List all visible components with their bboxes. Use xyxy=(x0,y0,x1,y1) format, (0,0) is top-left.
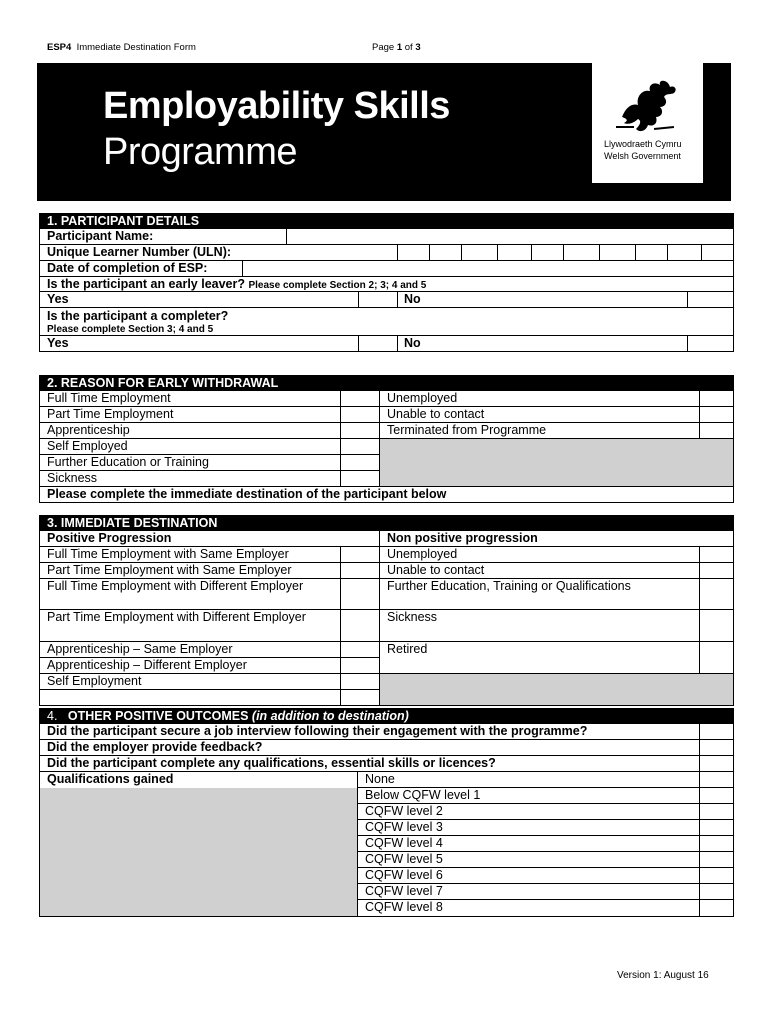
qual-level-3: CQFW level 3 xyxy=(365,820,443,834)
completer-no-box[interactable] xyxy=(687,336,734,351)
completer-question-row xyxy=(39,308,734,336)
participant-name-label: Participant Name: xyxy=(47,229,154,243)
completion-date-field[interactable] xyxy=(242,261,734,276)
section-early-withdrawal xyxy=(39,375,734,503)
section4-number: 4. xyxy=(47,709,58,723)
completer-answer-row xyxy=(39,336,734,352)
version-footer: Version 1: August 16 xyxy=(617,970,709,981)
reason-apprenticeship: Apprenticeship xyxy=(47,423,130,437)
page-indicator xyxy=(372,42,421,53)
qual-level-5: CQFW level 5 xyxy=(365,852,443,866)
programme-banner xyxy=(37,63,731,201)
section-other-outcomes xyxy=(39,708,734,917)
outcome-qualifications-question: Did the participant complete any qualifications, essential skills or licences? xyxy=(47,756,496,770)
dest-apprenticeship-different: Apprenticeship – Different Employer xyxy=(47,658,247,672)
completer-yes-box[interactable] xyxy=(358,336,398,351)
withdrawal-footer-row xyxy=(39,487,734,503)
withdrawal-footer-note: Please complete the immediate destination of the participant below xyxy=(47,487,447,501)
outcome-employer-feedback-question: Did the employer provide feedback? xyxy=(47,740,263,754)
welsh-government-logo xyxy=(592,63,703,183)
section3-heading: 3. IMMEDIATE DESTINATION xyxy=(39,515,734,531)
qual-level-6: CQFW level 6 xyxy=(365,868,443,882)
dest-apprenticeship-same: Apprenticeship – Same Employer xyxy=(47,642,233,656)
withdrawal-reasons-grid xyxy=(39,391,734,487)
logo-text-english: Welsh Government xyxy=(604,151,681,161)
early-no-label: No xyxy=(404,292,421,306)
destination-grid xyxy=(39,531,734,706)
early-leaver-note: Please complete Section 2; 3; 4 and 5 xyxy=(248,280,427,291)
banner-title-line2: Programme xyxy=(103,131,297,173)
completion-date-label: Date of completion of ESP: xyxy=(47,261,208,275)
early-yes-label: Yes xyxy=(47,292,69,306)
qual-level-7: CQFW level 7 xyxy=(365,884,443,898)
early-leaver-text: Is the participant an early leaver? xyxy=(47,277,245,291)
section4-note: (in addition to destination) xyxy=(251,709,409,723)
page-number: 1 xyxy=(396,42,403,53)
dest-further-education: Further Education, Training or Qualifications xyxy=(387,579,631,593)
qual-level-2: CQFW level 2 xyxy=(365,804,443,818)
section-participant-details xyxy=(39,213,734,352)
outcomes-grid xyxy=(39,724,734,917)
dest-self-employment: Self Employment xyxy=(47,674,142,688)
reason-part-time-employment: Part Time Employment xyxy=(47,407,174,421)
dest-unemployed: Unemployed xyxy=(387,547,458,561)
early-leaver-question xyxy=(47,277,426,293)
qual-level-8: CQFW level 8 xyxy=(365,900,443,914)
destination-greyed-area xyxy=(380,673,733,705)
uln-label: Unique Learner Number (ULN): xyxy=(47,245,232,259)
uln-digit-boxes[interactable] xyxy=(397,245,734,260)
withdrawal-greyed-area xyxy=(380,439,733,486)
dragon-icon xyxy=(614,77,680,135)
section4-heading xyxy=(39,708,734,724)
outcomes-greyed-area xyxy=(40,788,357,916)
reason-further-education: Further Education or Training xyxy=(47,455,209,469)
uln-row xyxy=(39,245,734,261)
early-leaver-question-row xyxy=(39,277,734,292)
completer-note: Please complete Section 3; 4 and 5 xyxy=(47,324,214,335)
form-code: ESP4 xyxy=(47,42,72,53)
positive-progression-title: Positive Progression xyxy=(47,531,172,545)
qual-below-level-1: Below CQFW level 1 xyxy=(365,788,481,802)
dest-retired: Retired xyxy=(387,642,428,656)
reason-self-employed: Self Employed xyxy=(47,439,128,453)
section1-heading: 1. PARTICIPANT DETAILS xyxy=(39,213,734,229)
completer-question: Is the participant a completer? xyxy=(47,309,229,323)
participant-name-field[interactable] xyxy=(286,229,734,244)
early-leaver-answer-row xyxy=(39,292,734,308)
page-total: 3 xyxy=(415,42,421,53)
form-name: Immediate Destination Form xyxy=(76,42,196,53)
qual-level-4: CQFW level 4 xyxy=(365,836,443,850)
early-yes-box[interactable] xyxy=(358,292,398,307)
logo-text-welsh: Llywodraeth Cymru xyxy=(604,139,682,149)
page-of: of xyxy=(404,42,413,53)
section4-title: OTHER POSITIVE OUTCOMES xyxy=(67,709,249,723)
dest-sickness: Sickness xyxy=(387,610,438,624)
dest-ft-different-employer: Full Time Employment with Different Employer xyxy=(47,579,304,593)
dest-pt-different-employer: Part Time Employment with Different Employer xyxy=(47,610,306,624)
reason-unable-to-contact: Unable to contact xyxy=(387,407,485,421)
dest-unable-to-contact: Unable to contact xyxy=(387,563,485,577)
reason-full-time-employment: Full Time Employment xyxy=(47,391,171,405)
dest-ft-same-employer: Full Time Employment with Same Employer xyxy=(47,547,289,561)
early-no-box[interactable] xyxy=(687,292,734,307)
qual-none: None xyxy=(365,772,395,786)
reason-terminated: Terminated from Programme xyxy=(387,423,547,437)
reason-unemployed: Unemployed xyxy=(387,391,458,405)
page-label: Page xyxy=(372,42,395,53)
dest-pt-same-employer: Part Time Employment with Same Employer xyxy=(47,563,292,577)
reason-sickness: Sickness xyxy=(47,471,98,485)
participant-name-row xyxy=(39,229,734,245)
form-header-left xyxy=(47,42,196,53)
completer-no-label: No xyxy=(404,336,421,350)
qualifications-gained-label: Qualifications gained xyxy=(47,772,174,786)
outcome-job-interview-question: Did the participant secure a job interview following their engagement with the programme? xyxy=(47,724,588,738)
section2-heading: 2. REASON FOR EARLY WITHDRAWAL xyxy=(39,375,734,391)
section-immediate-destination xyxy=(39,515,734,706)
banner-title-line1: Employability Skills xyxy=(103,85,450,127)
completion-date-row xyxy=(39,261,734,277)
completer-yes-label: Yes xyxy=(47,336,69,350)
non-positive-title: Non positive progression xyxy=(387,531,538,545)
